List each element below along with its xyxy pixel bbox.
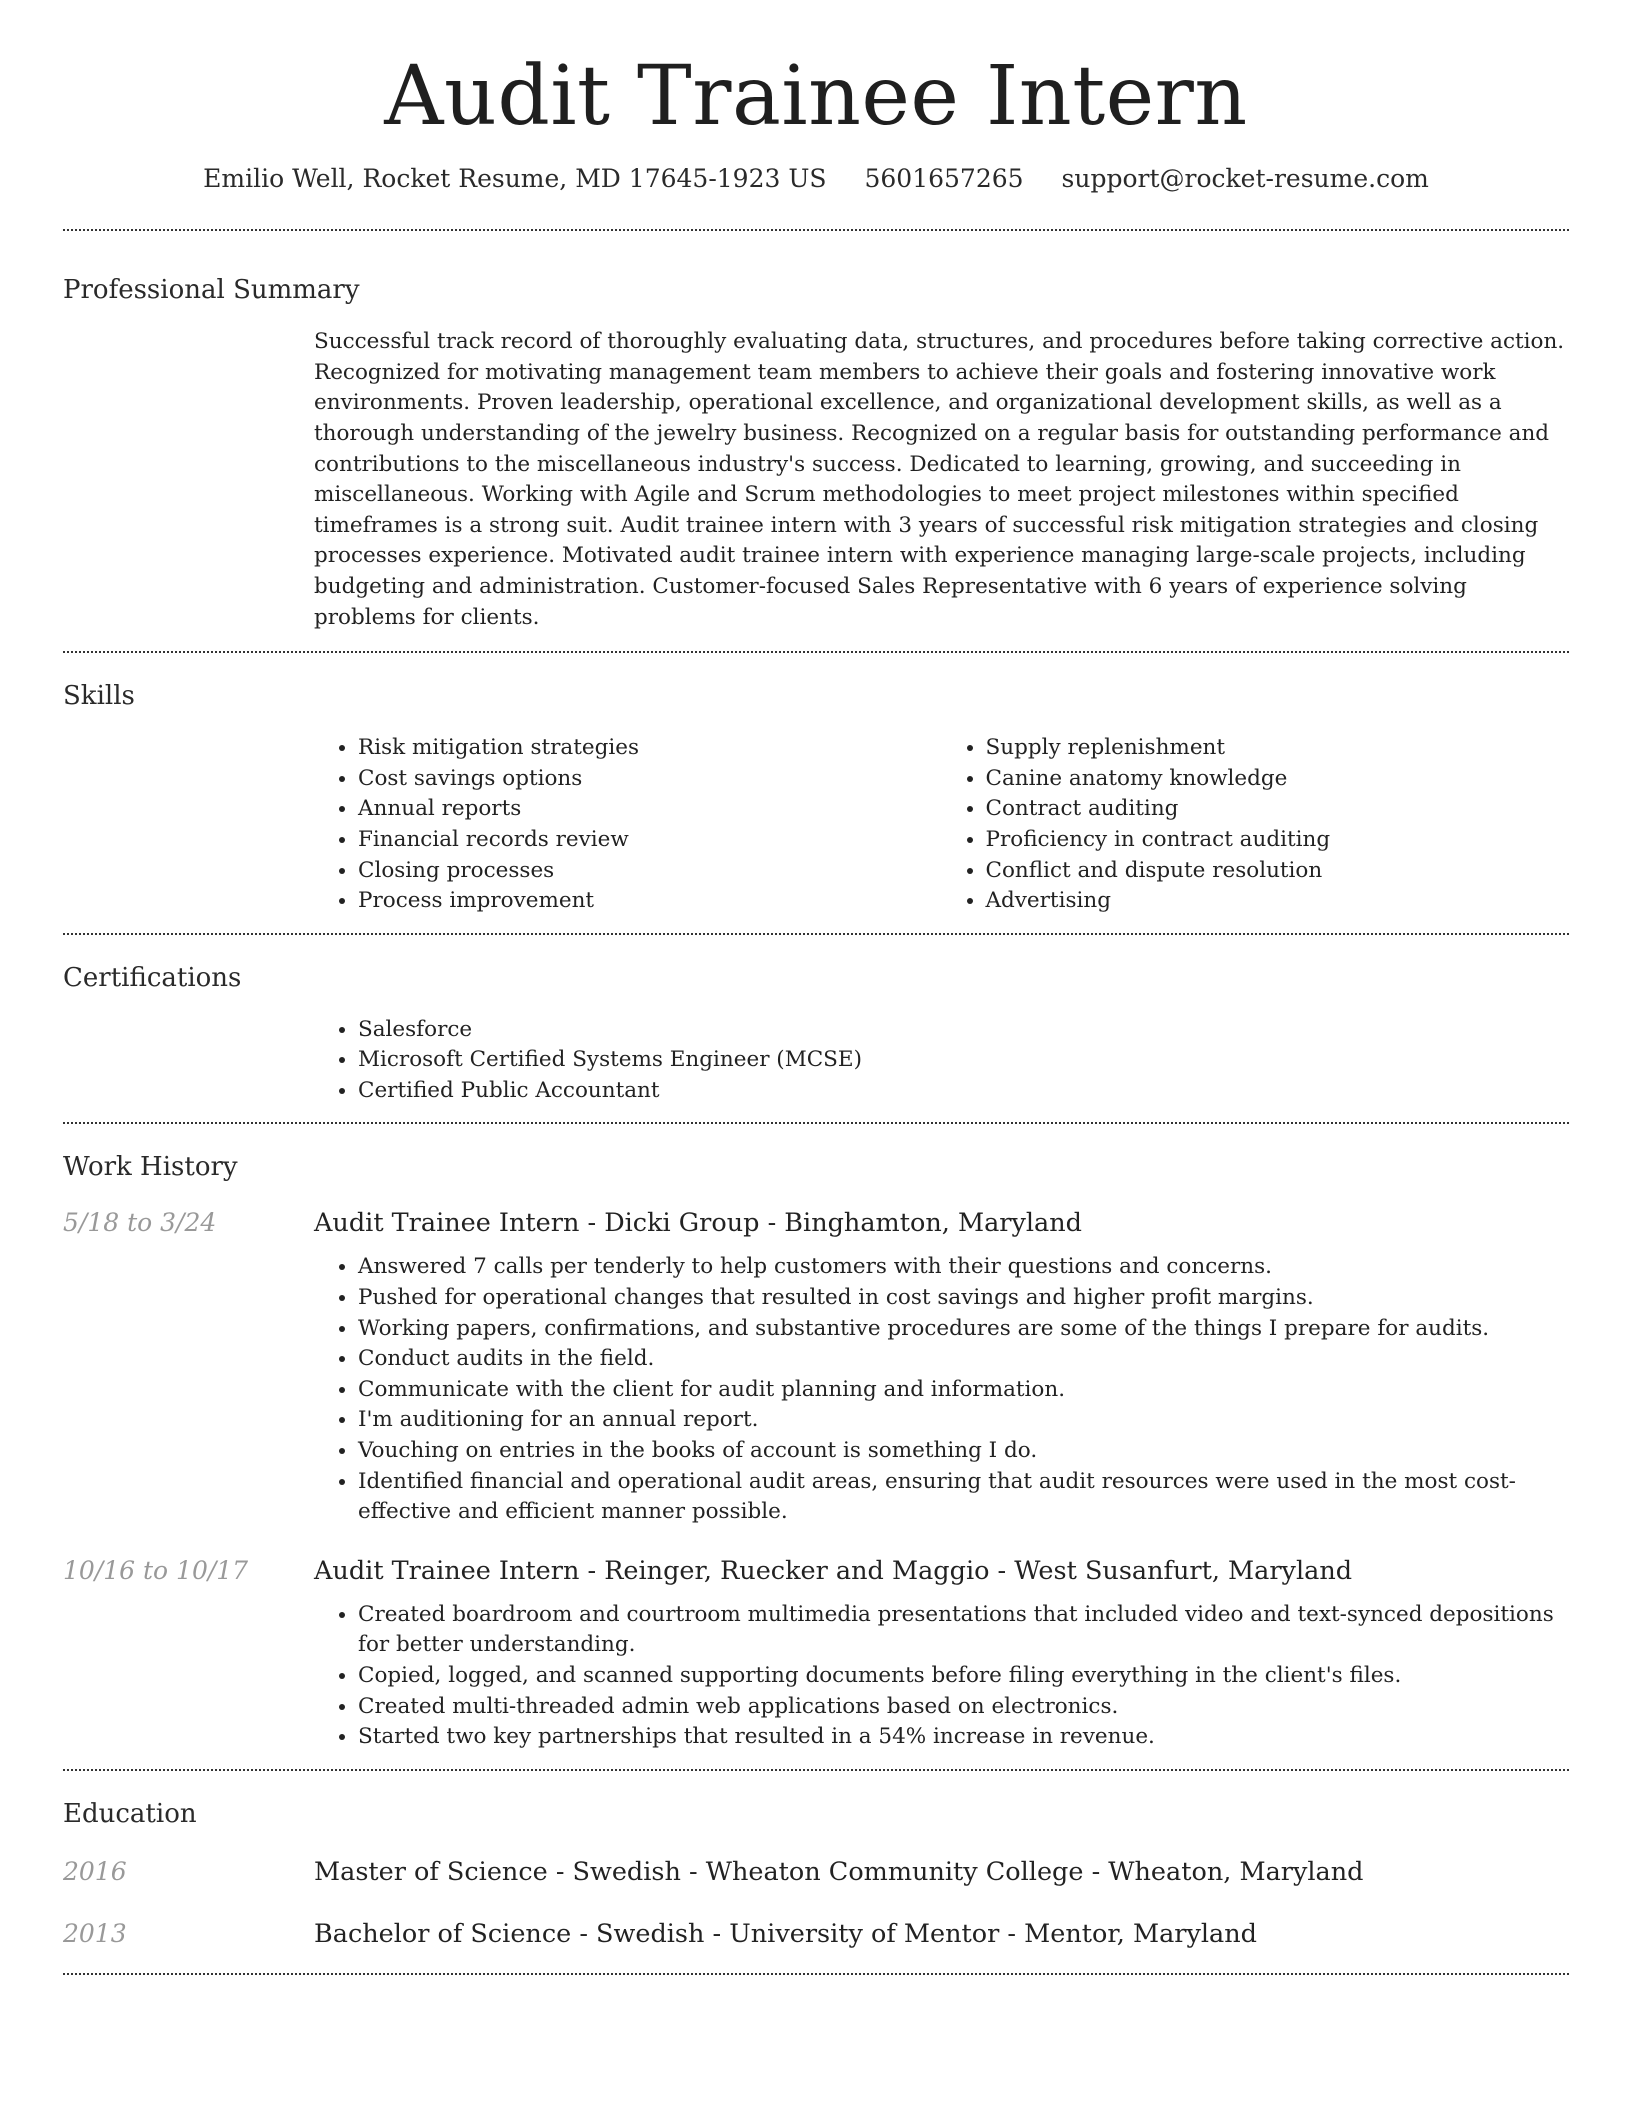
list-item: • Supply replenishment: [986, 733, 1570, 764]
certifications-section: [63, 935, 1569, 1123]
education-year: 2016: [63, 1856, 127, 1886]
list-item: • Closing processes: [358, 856, 942, 887]
section-heading-work: Work History: [63, 1152, 238, 1183]
section-heading-certifications: Certifications: [63, 962, 242, 993]
resume-title: Audit Trainee Intern: [384, 49, 1248, 144]
education-degree: Bachelor of Science - Swedish - University of Mentor - Mentor, Maryland: [314, 1918, 1257, 1949]
certifications-list-wrap: [314, 993, 1569, 1123]
list-item: • Risk mitigation strategies: [358, 733, 942, 764]
divider: [63, 1973, 1569, 1975]
list-item: • Annual reports: [358, 794, 942, 825]
list-item: • Certified Public Accountant: [358, 1076, 1569, 1107]
list-item: • Cost savings options: [358, 764, 942, 795]
skills-section: [63, 653, 1569, 933]
skills-columns: [314, 711, 1569, 933]
skills-list-left: [314, 733, 942, 917]
list-item: • Contract auditing: [986, 794, 1570, 825]
list-item: • Created multi-threaded admin web applications based on electronics.: [358, 1692, 1569, 1723]
list-item: • Microsoft Certified Systems Engineer (MCSE): [358, 1045, 1569, 1076]
job-dates: 10/16 to 10/17: [63, 1555, 249, 1585]
summary-section: [63, 231, 1569, 651]
job-bullets: [314, 1586, 1569, 1753]
list-item: • Proficiency in contract auditing: [986, 825, 1570, 856]
list-item: • Pushed for operational changes that resulted in cost savings and higher profit margins.: [358, 1283, 1569, 1314]
job-dates: 5/18 to 3/24: [63, 1208, 217, 1238]
list-item: • Vouching on entries in the books of account is something I do.: [358, 1436, 1569, 1467]
contact-phone: 5601657265: [864, 164, 1024, 194]
contact-line: [63, 164, 1569, 193]
list-item: • Answered 7 calls per tenderly to help customers with their questions and concerns.: [358, 1252, 1569, 1283]
education-entry: [63, 1919, 1569, 1949]
education-entry: [63, 1857, 1569, 1887]
list-item: • Identified financial and operational audit areas, ensuring that audit resources were used in the most cost-effective and efficient manner possible.: [358, 1467, 1569, 1528]
list-item: • Financial records review: [358, 825, 942, 856]
section-heading-summary: Professional Summary: [63, 275, 360, 306]
education-degree: Master of Science - Swedish - Wheaton Community College - Wheaton, Maryland: [314, 1856, 1364, 1887]
job-bullets: [314, 1238, 1569, 1527]
list-item: • Canine anatomy knowledge: [986, 764, 1570, 795]
section-heading-skills: Skills: [63, 681, 135, 712]
list-item: • Process improvement: [358, 886, 942, 917]
job-body: [314, 1208, 1569, 1527]
list-item: • Communicate with the client for audit planning and information.: [358, 1375, 1569, 1406]
certifications-list: [314, 1015, 1569, 1107]
summary-text: Successful track record of thoroughly evaluating data, structures, and procedures before taking corrective action. Recognized for motivating management team members to achieve their goals and fostering innovative work environments. Proven leadership, operational excellence, and organizational development skills, as well as a thorough understanding of the jewelry business. Recognized on a regular basis for outstanding performance and contributions to the miscellaneous industry's success. Dedicated to learning, growing, and succeeding in miscellaneous. Working with Agile and Scrum methodologies to meet project milestones within specified timeframes is a strong suit. Audit trainee intern with 3 years of successful risk mitigation strategies and closing processes experience. Motivated audit trainee intern with experience managing large-scale projects, including budgeting and administration. Customer-focused Sales Representative with 6 years of experience solving problems for clients.: [314, 329, 1565, 630]
job-entry: [63, 1556, 1569, 1753]
job-title: Audit Trainee Intern - Dicki Group - Binghamton, Maryland: [314, 1208, 1082, 1239]
skills-list-right: [942, 733, 1570, 917]
list-item: • Conflict and dispute resolution: [986, 856, 1570, 887]
education-section: [63, 1771, 1569, 1949]
list-item: • I'm auditioning for an annual report.: [358, 1405, 1569, 1436]
list-item: • Salesforce: [358, 1015, 1569, 1046]
list-item: • Conduct audits in the field.: [358, 1344, 1569, 1375]
list-item: • Created boardroom and courtroom multimedia presentations that included video and text-synced depositions for better understanding.: [358, 1600, 1569, 1661]
work-section: [63, 1124, 1569, 1752]
contact-address: Emilio Well, Rocket Resume, MD 17645-1923 US: [203, 164, 827, 194]
job-body: [314, 1556, 1569, 1753]
contact-email: support@rocket-resume.com: [1061, 164, 1429, 194]
list-item: • Advertising: [986, 886, 1570, 917]
list-item: • Copied, logged, and scanned supporting documents before filing everything in the client's files.: [358, 1661, 1569, 1692]
list-item: • Working papers, confirmations, and substantive procedures are some of the things I prepare for audits.: [358, 1314, 1569, 1345]
job-entry: [63, 1208, 1569, 1527]
section-heading-education: Education: [63, 1798, 197, 1829]
education-year: 2013: [63, 1918, 127, 1948]
list-item: • Started two key partnerships that resulted in a 54% increase in revenue.: [358, 1722, 1569, 1753]
job-title: Audit Trainee Intern - Reinger, Ruecker and Maggio - West Susanfurt, Maryland: [314, 1555, 1353, 1586]
